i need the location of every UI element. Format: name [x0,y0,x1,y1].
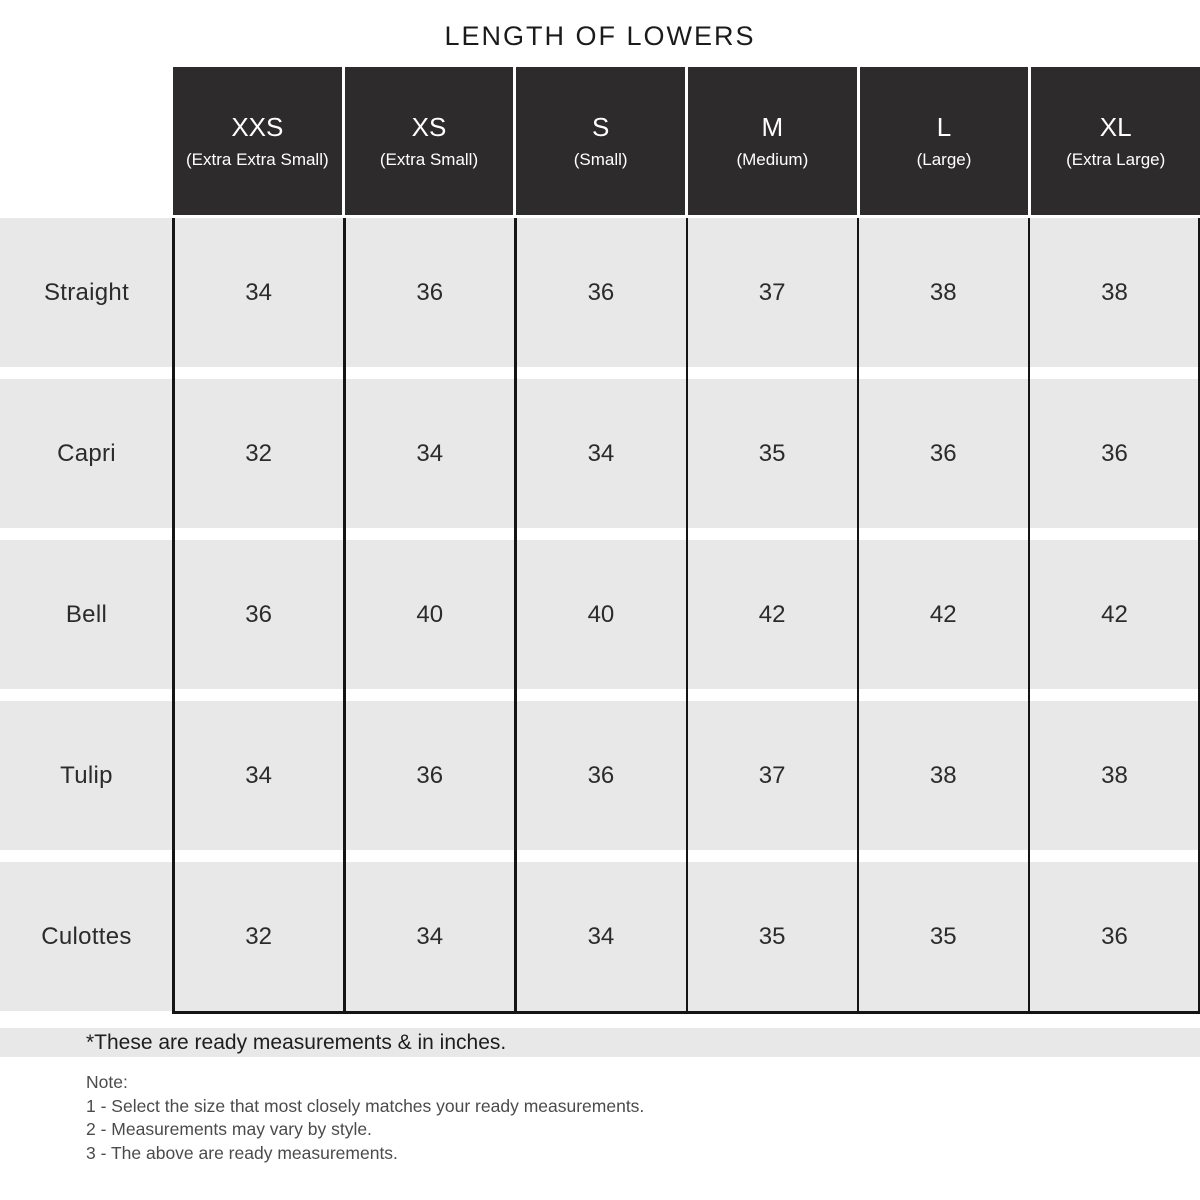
table-row-capri [0,379,1200,528]
size-sublabel: (Extra Large) [1066,150,1166,169]
size-value-cell: 38 [858,218,1029,367]
note-item-2: 2 - Measurements may vary by style. [86,1119,372,1139]
header-cell-l [857,67,1029,215]
size-table-body [0,218,1200,1011]
size-value-cell: 34 [173,701,344,850]
page-title: LENGTH OF LOWERS [444,21,756,51]
size-table-header [0,67,1200,215]
table-row-tulip [0,701,1200,850]
size-sublabel: (Small) [573,150,628,169]
grid-vline [343,218,346,1014]
footnote-strip [0,1028,1200,1057]
header-cell-m [685,67,857,215]
size-value-cell: 37 [687,701,858,850]
size-code: XXS [231,112,284,142]
note-block [86,1071,644,1165]
size-value-cell: 38 [858,701,1029,850]
size-value-cell: 35 [687,379,858,528]
size-sublabel: (Extra Extra Small) [186,150,329,169]
header-cell-xxs [173,67,342,215]
grid-vline [686,218,689,1014]
table-row-culottes [0,862,1200,1011]
size-value-cell: 36 [1029,862,1200,1011]
size-value-cell: 36 [1029,379,1200,528]
size-value-cell: 36 [515,218,686,367]
size-value-cell: 32 [173,379,344,528]
size-value-cell: 35 [687,862,858,1011]
size-value-cell: 42 [858,540,1029,689]
size-value-cell: 34 [515,379,686,528]
size-value-cell: 34 [344,862,515,1011]
size-sublabel: (Medium) [736,150,809,169]
size-sublabel: (Large) [916,150,972,169]
size-value-cell: 36 [173,540,344,689]
header-spacer [0,67,173,215]
size-code: L [936,112,952,142]
row-label: Straight [0,218,173,367]
size-table [0,67,1200,1011]
size-value-cell: 37 [687,218,858,367]
size-value-cell: 40 [515,540,686,689]
row-label: Bell [0,540,173,689]
size-value-cell: 34 [344,379,515,528]
row-label: Capri [0,379,173,528]
size-code: XS [411,112,447,142]
size-sublabel: (Extra Small) [379,150,479,169]
note-item-1: 1 - Select the size that most closely matches your ready measurements. [86,1095,645,1116]
header-cell-xl [1028,67,1200,215]
size-value-cell: 36 [858,379,1029,528]
footnote-text: *These are ready measurements & in inches. [86,1030,507,1054]
size-value-cell: 32 [173,862,344,1011]
note-heading: Note: [86,1072,128,1092]
size-value-cell: 36 [344,218,515,367]
note-item-3: 3 - The above are ready measurements. [86,1142,398,1163]
header-cell-s [513,67,685,215]
size-value-cell: 34 [515,862,686,1011]
grid-vline [857,218,860,1014]
size-value-cell: 36 [515,701,686,850]
grid-vline [514,218,517,1014]
size-value-cell: 35 [858,862,1029,1011]
size-code: XL [1099,112,1132,142]
table-row-bell [0,540,1200,689]
grid-vline [172,218,175,1014]
size-value-cell: 36 [344,701,515,850]
table-row-straight [0,218,1200,367]
row-label: Tulip [0,701,173,850]
size-value-cell: 42 [1029,540,1200,689]
grid-vline [1028,218,1031,1014]
size-value-cell: 38 [1029,218,1200,367]
size-code: M [761,112,784,142]
header-cell-xs [342,67,514,215]
grid-bottom-border [172,1011,1200,1014]
row-label: Culottes [0,862,173,1011]
size-value-cell: 38 [1029,701,1200,850]
size-code: S [592,112,610,142]
size-value-cell: 42 [687,540,858,689]
size-value-cell: 40 [344,540,515,689]
size-value-cell: 34 [173,218,344,367]
